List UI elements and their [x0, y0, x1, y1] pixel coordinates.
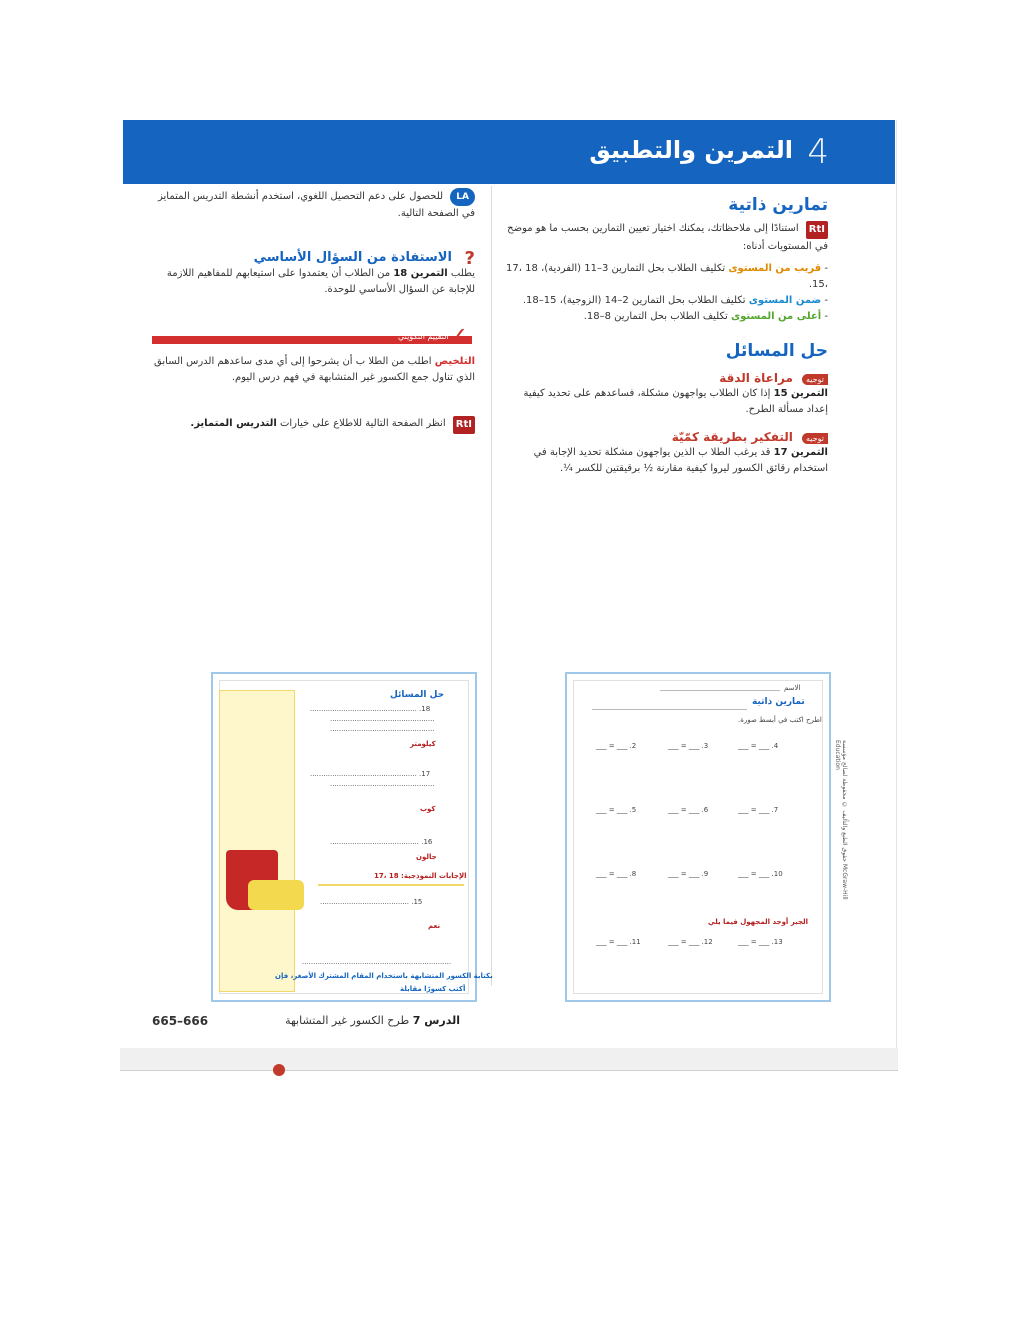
thumb-footer-2: أكتب كسورًا مقابلة — [400, 985, 466, 993]
thumb-name-label: الاسم — [784, 684, 801, 692]
accuracy-text: التمرين 15 إذا كان الطلاب يواجهون مشكلة، فساعدهم على تحديد كيفية إعداد مسألة الطرح. — [523, 388, 828, 415]
summary-note: التلخيص اطلب من الطلا ب أن يشرحوا إلى أي مدى ساعدهم الدرس السابق الذي تناول جمع الكسور غير المتشابهة في فهم درس اليوم. — [154, 356, 475, 383]
assessment-bar-label: التقييم التكويني — [398, 332, 449, 341]
right-column — [505, 195, 828, 477]
essential-question-heading: ? الاستفادة من السؤال الأساسي — [253, 247, 475, 269]
self-exercises-title: تمارين ذاتية — [728, 195, 828, 215]
level-beyond: - أعلى من المستوى تكليف الطلاب بحل التمارين 8–18. — [583, 311, 828, 322]
column-divider — [491, 186, 492, 986]
level-on: - ضمن المستوى تكليف الطلاب بحل التمارين 2–14 (الزوجية)، 15–18. — [522, 295, 828, 306]
bottom-strip — [120, 1048, 898, 1071]
essential-question-text: يطلب التمرين 18 من الطلاب أن يعتمدوا على استيعابهم للمفاهيم اللازمة للإجابة عن السؤال الأساسي للوحدة. — [166, 267, 475, 295]
page-numbers: 665–666 — [152, 1014, 209, 1028]
sponge-image — [248, 880, 304, 910]
check-icon: ✓ — [448, 322, 469, 350]
thumb-right-title: تمارين ذاتية — [752, 697, 805, 707]
question-mark-icon: ? — [464, 247, 475, 269]
rti-icon: RtI — [806, 221, 828, 239]
thumb-problem-label: الجبر أوجد المجهول فيما يلي — [708, 918, 809, 926]
thumb-even-answers: الإجابات النموذجية: 18 ،17 — [374, 872, 467, 880]
rti-icon: RtI — [453, 416, 475, 434]
la-badge: LA — [450, 188, 475, 206]
decorative-strip — [219, 690, 295, 992]
page-title: التمرين والتطبيق — [589, 136, 793, 164]
thumb-answer-4: نعم — [428, 922, 441, 930]
decorative-dot — [273, 1064, 285, 1076]
page-footer: الدرس 7 طرح الكسور غير المتشابهة — [285, 1014, 460, 1027]
thumb-footer-1: بكتابة الكسور المتشابهة باستخدام المقام المشترك الأصغر، فإن — [275, 972, 493, 980]
thumb-answer-2: كوب — [420, 805, 436, 813]
tip-tag: توجيه — [802, 433, 828, 444]
chapter-header — [123, 120, 895, 184]
left-column — [150, 188, 475, 298]
self-exercises-intro: RtI استنادًا إلى ملاحظاتك، يمكنك اختيار تعيين التمارين بحسب ما هو موضح في المستويات أدناه: — [507, 223, 828, 252]
thumb-left-title: حل المسائل — [390, 690, 445, 700]
thumb-right-subtitle: اطرح اكتب في أبسط صورة. — [738, 716, 822, 724]
reasoning-heading: توجيه التفكير بطريقة كمّيّة — [505, 426, 828, 445]
level-approaching: - قريب من المستوى تكليف الطلاب بحل التمارين 3–11 (الفردية)، 18 ،17 ،15. — [505, 263, 828, 290]
language-note: LA للحصول على دعم التحصيل اللغوي، استخدم أنشطة التدريس المتمايز في الصفحة التالية. — [150, 188, 475, 222]
problem-solving-title: حل المسائل — [725, 341, 828, 361]
accuracy-heading: توجيه مراعاة الدقة — [505, 367, 828, 386]
copyright-credit: حقوق الطبع والتأليف © محفوظة لصالح مؤسسة McGraw-Hill Education — [834, 740, 848, 900]
lesson-number: 4 — [807, 132, 829, 172]
thumb-answer-3: جالون — [416, 853, 437, 861]
thumb-answer-1: كيلومتر — [410, 740, 436, 748]
differentiated-note: RtI انظر الصفحة التالية للاطلاع على خيارات التدريس المتمايز. — [150, 416, 475, 434]
reasoning-text: التمرين 17 قد يرغب الطلا ب الذين يواجهون مشكلة تحديد الإجابة في استخدام رقائق الكسور ليروا كيفية مقارنة ½ برقيقتين للكسر ¼. — [533, 447, 828, 474]
tip-tag: توجيه — [802, 374, 828, 385]
level-list — [505, 261, 828, 325]
